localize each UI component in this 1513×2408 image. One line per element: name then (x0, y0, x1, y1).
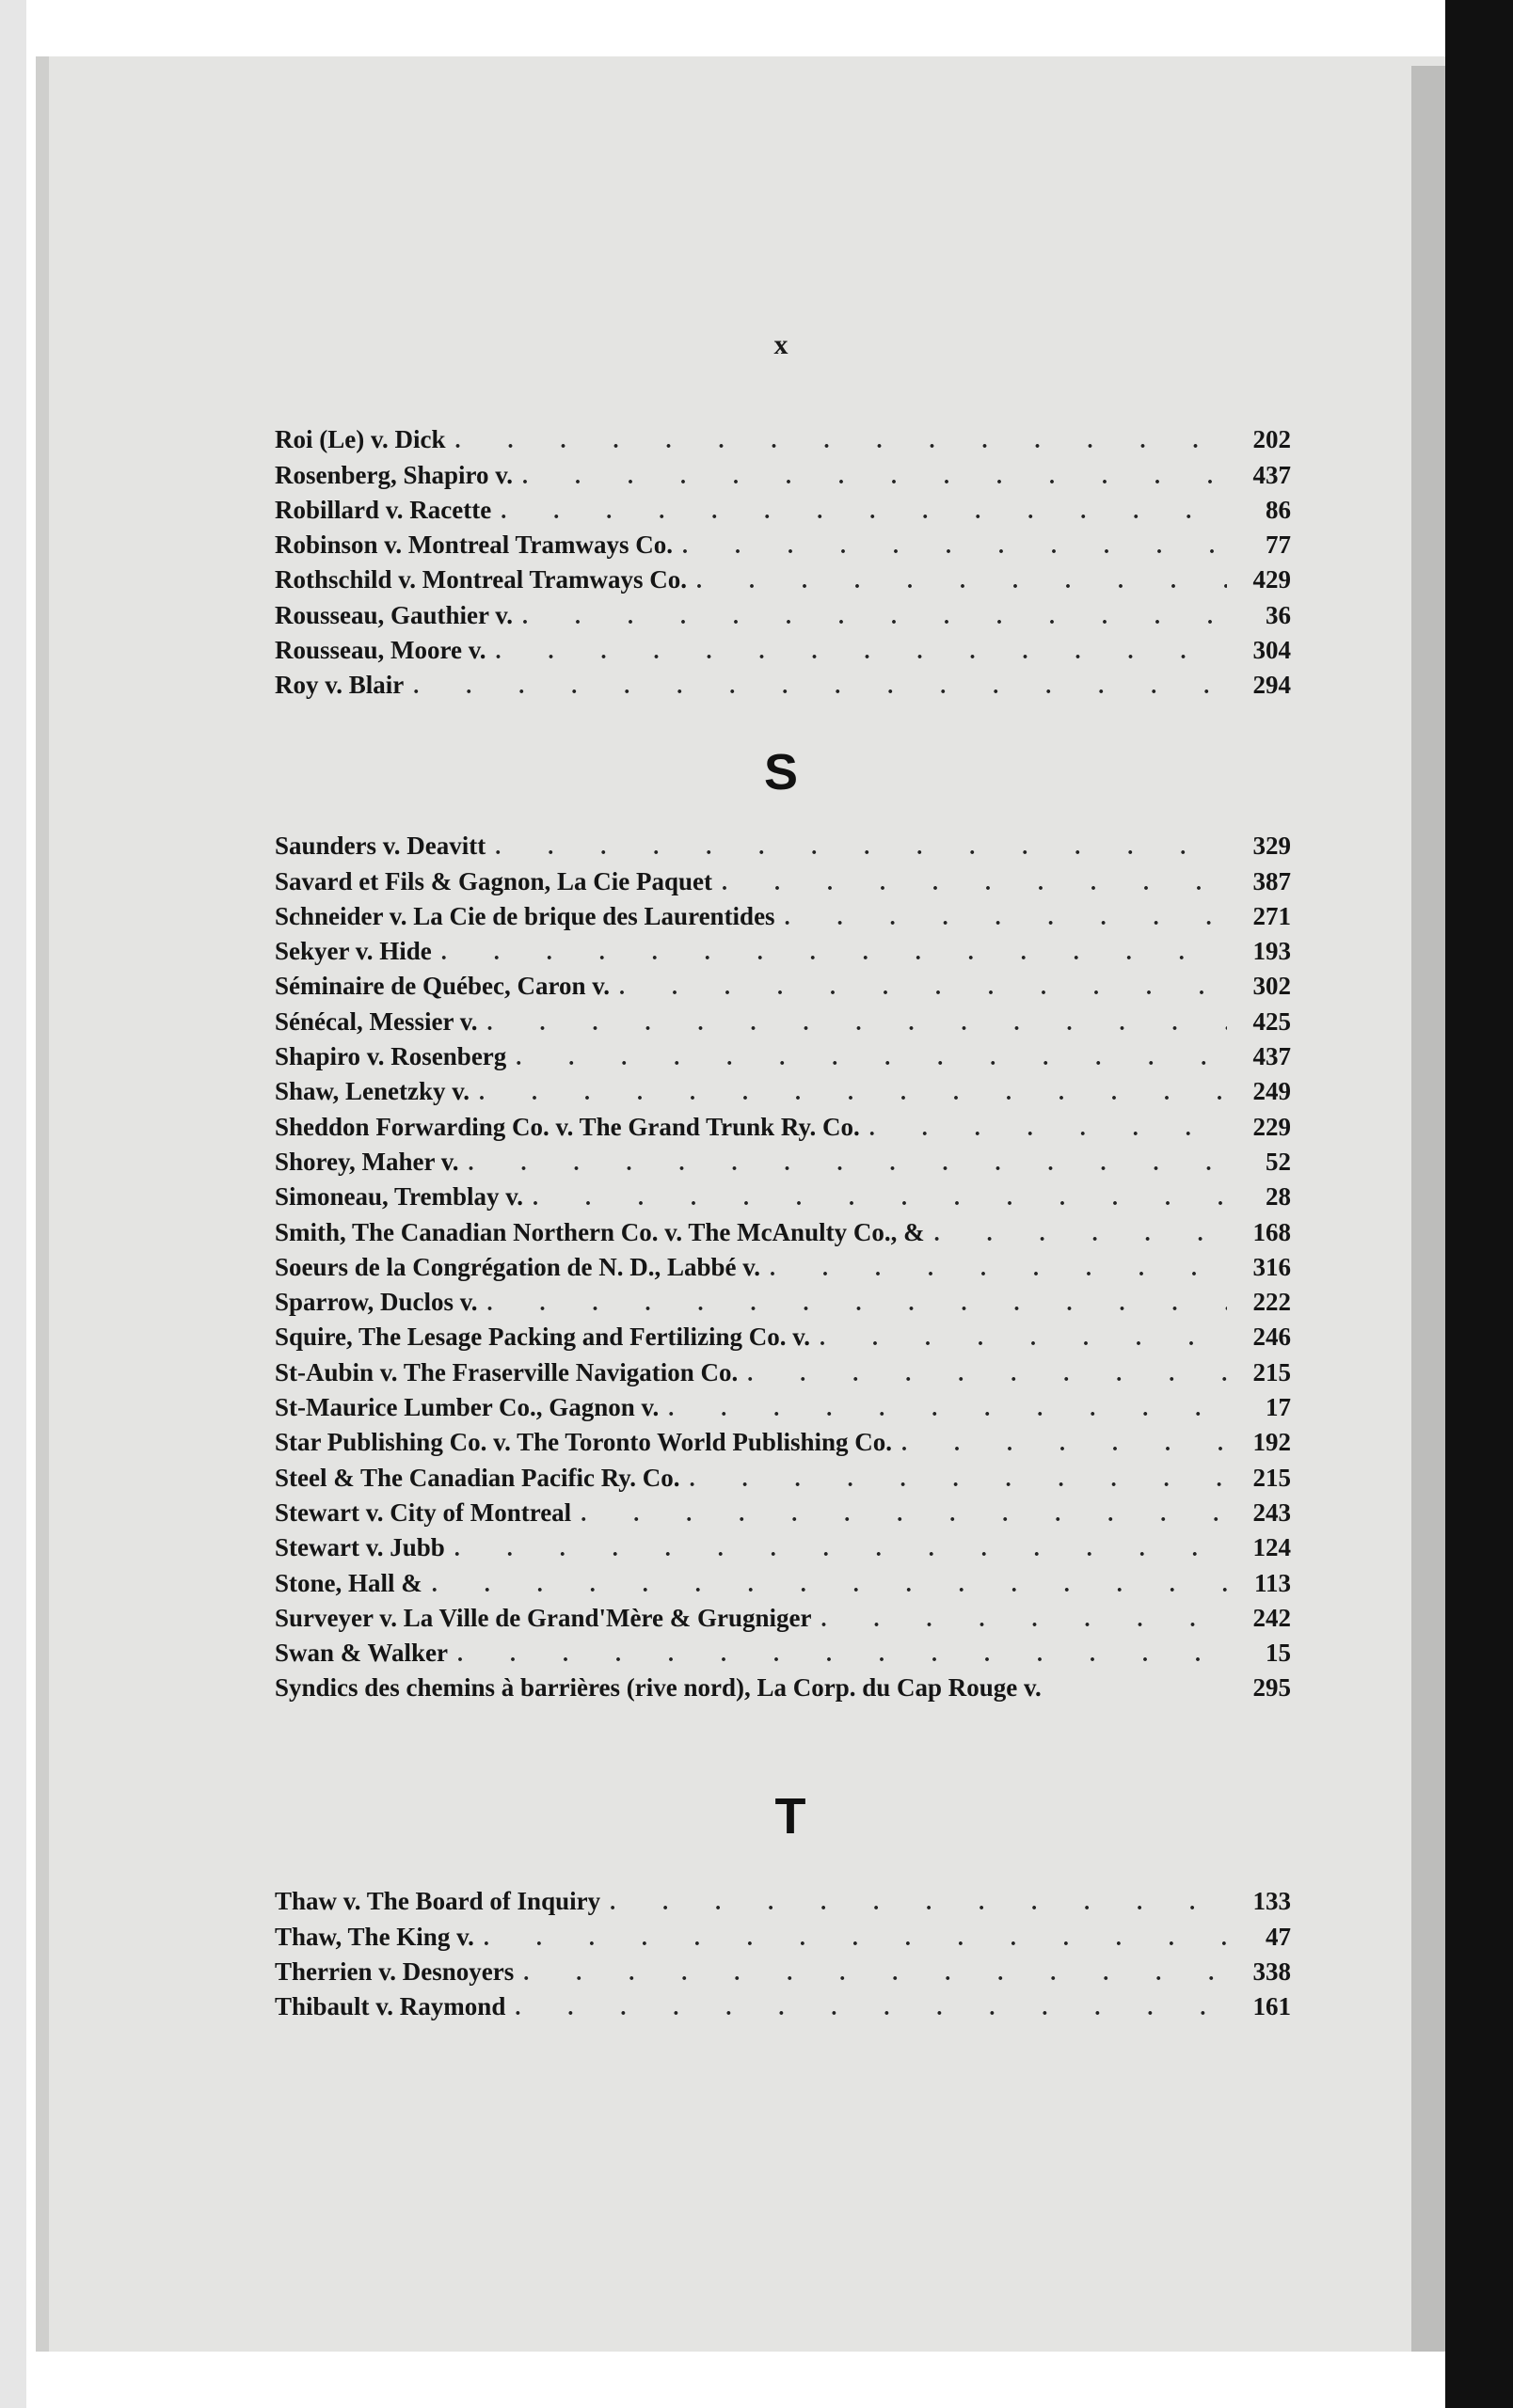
dot-leader (516, 1046, 1227, 1071)
entry-title: Roy v. Blair (275, 671, 405, 700)
dot-leader (901, 1432, 1227, 1457)
entry-page: 316 (1252, 1252, 1291, 1281)
entry-title: Squire, The Lesage Packing and Fertilizing Co. v. (275, 1323, 811, 1352)
entry-title: Schneider v. La Cie de brique des Laurentides (275, 901, 775, 930)
entry-page: 36 (1266, 600, 1291, 629)
dot-leader (696, 569, 1227, 594)
index-entry (275, 861, 1291, 895)
index-entry (275, 1598, 1291, 1633)
dot-leader (441, 941, 1227, 966)
entry-page: 437 (1252, 1042, 1291, 1071)
index-entry (275, 1387, 1291, 1422)
index-entry (275, 1881, 1291, 1916)
page-edge-shadow (1411, 66, 1449, 2352)
index-entry (275, 1317, 1291, 1352)
section-letter-s: S (763, 744, 799, 800)
entry-page: 329 (1252, 832, 1291, 861)
entry-title: Séminaire de Québec, Caron v. (275, 972, 610, 1001)
page-folio: x (773, 329, 788, 360)
scan-right-margin (1445, 0, 1513, 2408)
index-entry (275, 1106, 1291, 1141)
entry-title: Stewart v. Jubb (275, 1533, 445, 1562)
entry-page: 246 (1252, 1323, 1291, 1352)
index-section-t (275, 1881, 1291, 2021)
index-entry (275, 1952, 1291, 1987)
dot-leader (522, 465, 1227, 490)
entry-title: Rousseau, Moore v. (275, 636, 486, 665)
entry-title: St-Maurice Lumber Co., Gagnon v. (275, 1393, 660, 1422)
index-entry (275, 420, 1291, 454)
entry-page: 302 (1252, 972, 1291, 1001)
entry-title: Syndics des chemins à barrières (rive nord), La Corp. du Cap Rouge v. (275, 1673, 1042, 1703)
index-entry (275, 1528, 1291, 1562)
entry-page: 52 (1266, 1147, 1291, 1176)
index-entry (275, 1001, 1291, 1036)
entry-page: 86 (1266, 495, 1291, 524)
entry-title: Soeurs de la Congrégation de N. D., Labbé v. (275, 1252, 761, 1281)
entry-title: Surveyer v. La Ville de Grand'Mère & Grugniger (275, 1603, 812, 1632)
index-entry (275, 1071, 1291, 1106)
entry-title: Shaw, Lenetzky v. (275, 1077, 470, 1106)
entry-page: 304 (1252, 636, 1291, 665)
index-entry (275, 525, 1291, 560)
entry-page: 215 (1252, 1357, 1291, 1386)
dot-leader (469, 1151, 1227, 1177)
entry-page: 15 (1266, 1639, 1291, 1668)
entry-title: Stone, Hall & (275, 1568, 422, 1597)
index-entry (275, 1142, 1291, 1177)
entry-page: 242 (1252, 1603, 1291, 1632)
index-entry (275, 1352, 1291, 1386)
entry-title: Sekyer v. Hide (275, 937, 432, 966)
entry-title: St-Aubin v. The Fraserville Navigation Co. (275, 1357, 739, 1386)
entry-title: Rousseau, Gauthier v. (275, 600, 514, 629)
index-entry (275, 1037, 1291, 1071)
entry-page: 338 (1252, 1956, 1291, 1986)
entry-title: Steel & The Canadian Pacific Ry. Co. (275, 1463, 680, 1492)
entry-title: Sparrow, Duclos v. (275, 1288, 478, 1317)
index-entry (275, 966, 1291, 1001)
dot-leader (785, 906, 1227, 931)
index-entry (275, 1457, 1291, 1492)
entry-title: Shorey, Maher v. (275, 1147, 459, 1176)
dot-leader (515, 1996, 1227, 2021)
dot-leader (501, 499, 1227, 525)
dot-leader (934, 1222, 1227, 1247)
entry-title: Simoneau, Tremblay v. (275, 1182, 524, 1212)
dot-leader (610, 1891, 1227, 1916)
entry-page: 113 (1253, 1568, 1291, 1597)
entry-page: 425 (1252, 1006, 1291, 1036)
index-entry (275, 1633, 1291, 1668)
entry-page: 215 (1252, 1463, 1291, 1492)
dot-leader (533, 1186, 1227, 1212)
dot-leader (820, 1326, 1227, 1352)
index-entry (275, 1668, 1291, 1703)
entry-page: 271 (1252, 901, 1291, 930)
entry-title: Therrien v. Desnoyers (275, 1956, 515, 1986)
entry-page: 47 (1266, 1922, 1291, 1951)
entry-title: Smith, The Canadian Northern Co. v. The McAnulty Co., & (275, 1217, 925, 1246)
dot-leader (455, 429, 1228, 454)
dot-leader (487, 1291, 1227, 1317)
index-entry (275, 1422, 1291, 1457)
entry-page: 202 (1252, 425, 1291, 454)
entry-title: Thaw, The King v. (275, 1922, 474, 1951)
entry-title: Robinson v. Montreal Tramways Co. (275, 531, 674, 560)
dot-leader (523, 1961, 1227, 1987)
entry-title: Stewart v. City of Montreal (275, 1497, 572, 1527)
dot-leader (770, 1257, 1227, 1282)
index-entry (275, 594, 1291, 629)
entry-title: Saunders v. Deavitt (275, 832, 486, 861)
index-entry (275, 490, 1291, 525)
dot-leader (522, 605, 1227, 630)
index-entry (275, 826, 1291, 861)
index-entry (275, 1987, 1291, 2021)
index-entry (275, 1562, 1291, 1597)
entry-page: 249 (1252, 1077, 1291, 1106)
entry-page: 294 (1252, 671, 1291, 700)
entry-page: 429 (1252, 565, 1291, 594)
entry-page: 437 (1252, 460, 1291, 489)
entry-page: 193 (1252, 937, 1291, 966)
entry-page: 28 (1266, 1182, 1291, 1212)
index-entry (275, 560, 1291, 594)
dot-leader (413, 674, 1227, 700)
dot-leader (486, 1011, 1227, 1037)
dot-leader (820, 1608, 1227, 1633)
entry-title: Swan & Walker (275, 1639, 449, 1668)
dot-leader (690, 1467, 1227, 1493)
scan-top-margin (0, 0, 1513, 58)
entry-page: 229 (1252, 1112, 1291, 1141)
entry-title: Thaw v. The Board of Inquiry (275, 1887, 601, 1916)
entry-page: 243 (1252, 1497, 1291, 1527)
index-entry (275, 454, 1291, 489)
index-entry (275, 1247, 1291, 1282)
index-section-r (275, 420, 1291, 700)
entry-title: Rothschild v. Montreal Tramways Co. (275, 565, 688, 594)
dot-leader (668, 1397, 1227, 1422)
dot-leader (682, 534, 1227, 560)
dot-leader (747, 1362, 1227, 1387)
dot-leader (495, 835, 1227, 861)
section-letter-t: T (774, 1788, 806, 1845)
entry-page: 161 (1252, 1992, 1291, 2021)
dot-leader (619, 975, 1227, 1001)
dot-leader (479, 1081, 1227, 1106)
dot-leader (869, 1117, 1227, 1142)
dot-leader (722, 871, 1227, 896)
entry-title: Roi (Le) v. Dick (275, 425, 446, 454)
dot-leader (484, 1926, 1227, 1952)
entry-title: Rosenberg, Shapiro v. (275, 460, 514, 489)
entry-page: 17 (1266, 1393, 1291, 1422)
entry-page: 295 (1252, 1673, 1291, 1703)
dot-leader (581, 1502, 1227, 1528)
index-entry (275, 630, 1291, 665)
dot-leader (432, 1573, 1227, 1598)
index-entry (275, 1493, 1291, 1528)
entry-title: Sénécal, Messier v. (275, 1006, 478, 1036)
index-entry (275, 931, 1291, 966)
index-entry (275, 1282, 1291, 1317)
entry-title: Savard et Fils & Gagnon, La Cie Paquet (275, 866, 713, 895)
index-entry (275, 1177, 1291, 1212)
entry-title: Shapiro v. Rosenberg (275, 1042, 507, 1071)
dot-leader (496, 640, 1227, 665)
index-section-s (275, 826, 1291, 1703)
index-entry (275, 665, 1291, 700)
scan-left-margin (0, 0, 26, 2408)
dot-leader (454, 1537, 1227, 1562)
entry-page: 133 (1252, 1887, 1291, 1916)
entry-title: Robillard v. Racette (275, 495, 492, 524)
dot-leader (457, 1642, 1227, 1668)
entry-page: 77 (1266, 531, 1291, 560)
entry-page: 192 (1252, 1428, 1291, 1457)
index-entry (275, 1212, 1291, 1246)
entry-page: 222 (1252, 1288, 1291, 1317)
entry-page: 168 (1252, 1217, 1291, 1246)
index-entry (275, 1916, 1291, 1951)
entry-page: 124 (1252, 1533, 1291, 1562)
index-entry (275, 896, 1291, 931)
entry-title: Thibault v. Raymond (275, 1992, 506, 2021)
entry-page: 387 (1252, 866, 1291, 895)
entry-title: Star Publishing Co. v. The Toronto World Publishing Co. (275, 1428, 892, 1457)
entry-title: Sheddon Forwarding Co. v. The Grand Trunk Ry. Co. (275, 1112, 860, 1141)
